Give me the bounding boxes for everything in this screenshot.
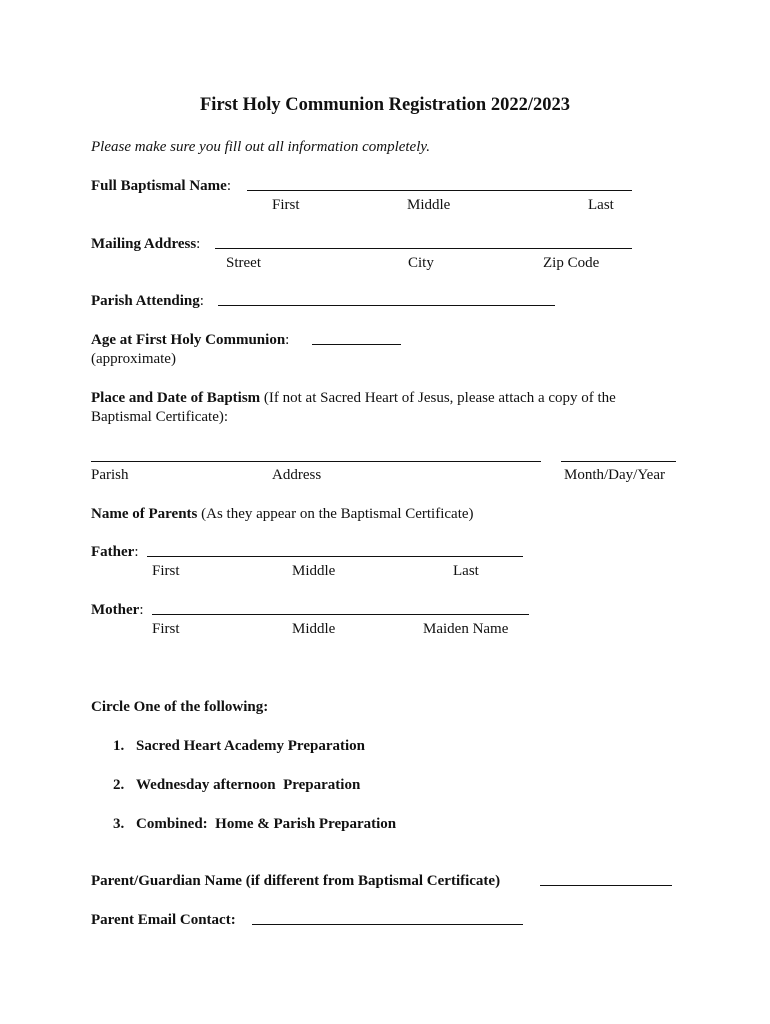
parents-heading (91, 505, 474, 523)
baptism-place-label: Place and Date of Baptism (91, 390, 261, 406)
father-last-label: Last (453, 563, 479, 579)
address-street-label: Street (226, 255, 261, 271)
baptismal-name-row: Full Baptismal Name: (91, 178, 232, 194)
baptism-date-label: Month/Day/Year (564, 467, 665, 483)
parents-note: (As they appear on the Baptismal Certificate) (197, 506, 474, 522)
parents-label: Name of Parents (91, 506, 198, 522)
mother-row: Mother: (91, 602, 144, 618)
option-3-label[interactable]: Combined: Home & Parish Preparation (136, 816, 397, 832)
father-name-field[interactable] (147, 543, 523, 557)
baptism-parish-address-field[interactable] (91, 448, 541, 462)
baptismal-middle-label: Middle (407, 197, 451, 213)
option-3[interactable] (113, 815, 124, 833)
option-2-number: 2. (113, 777, 125, 793)
page-title: First Holy Communion Registration 2022/2023 (200, 95, 570, 115)
email-label: Parent Email Contact: (91, 912, 236, 928)
address-zip-label: Zip Code (543, 255, 600, 271)
baptism-parish-label: Parish (91, 467, 129, 483)
mother-label: Mother (91, 602, 140, 618)
option-1-label[interactable]: Sacred Heart Academy Preparation (136, 738, 365, 754)
baptism-date-field[interactable] (561, 448, 676, 462)
baptism-address-label: Address (272, 467, 322, 483)
option-1[interactable] (113, 737, 124, 755)
parish-attending-field[interactable] (218, 292, 555, 306)
email-field[interactable] (252, 911, 523, 925)
option-2[interactable] (113, 776, 124, 794)
baptismal-name-field[interactable] (247, 177, 632, 191)
circle-heading: Circle One of the following: (91, 699, 269, 715)
father-middle-label: Middle (292, 563, 336, 579)
mother-middle-label: Middle (292, 621, 336, 637)
age-label: Age at First Holy Communion (91, 332, 286, 348)
mailing-address-label: Mailing Address (91, 236, 197, 252)
instruction-text: Please make sure you fill out all information completely. (91, 139, 430, 155)
option-1-number: 1. (113, 738, 125, 754)
mailing-address-row: Mailing Address: (91, 236, 201, 252)
mother-name-field[interactable] (152, 601, 529, 615)
baptismal-name-label: Full Baptismal Name (91, 178, 227, 194)
father-label: Father (91, 544, 135, 560)
mailing-address-field[interactable] (215, 235, 632, 249)
age-note: (approximate) (91, 351, 176, 367)
baptismal-first-label: First (272, 197, 300, 213)
baptism-place-note-2: Baptismal Certificate): (91, 409, 229, 425)
baptism-place-row (91, 389, 616, 407)
baptism-place-note: (If not at Sacred Heart of Jesus, please attach a copy of the (260, 390, 616, 406)
option-2-label[interactable]: Wednesday afternoon Preparation (136, 777, 361, 793)
father-row: Father: (91, 544, 139, 560)
mother-maiden-label: Maiden Name (423, 621, 509, 637)
age-field[interactable] (312, 331, 401, 345)
parish-attending-label: Parish Attending (91, 293, 200, 309)
parish-attending-row: Parish Attending: (91, 293, 204, 309)
guardian-name-field[interactable] (540, 872, 672, 886)
father-first-label: First (152, 563, 180, 579)
option-3-number: 3. (113, 816, 125, 832)
address-city-label: City (408, 255, 434, 271)
age-row: Age at First Holy Communion: (91, 332, 290, 348)
baptismal-last-label: Last (588, 197, 614, 213)
mother-first-label: First (152, 621, 180, 637)
guardian-label: Parent/Guardian Name (if different from Baptismal Certificate) (91, 873, 501, 889)
